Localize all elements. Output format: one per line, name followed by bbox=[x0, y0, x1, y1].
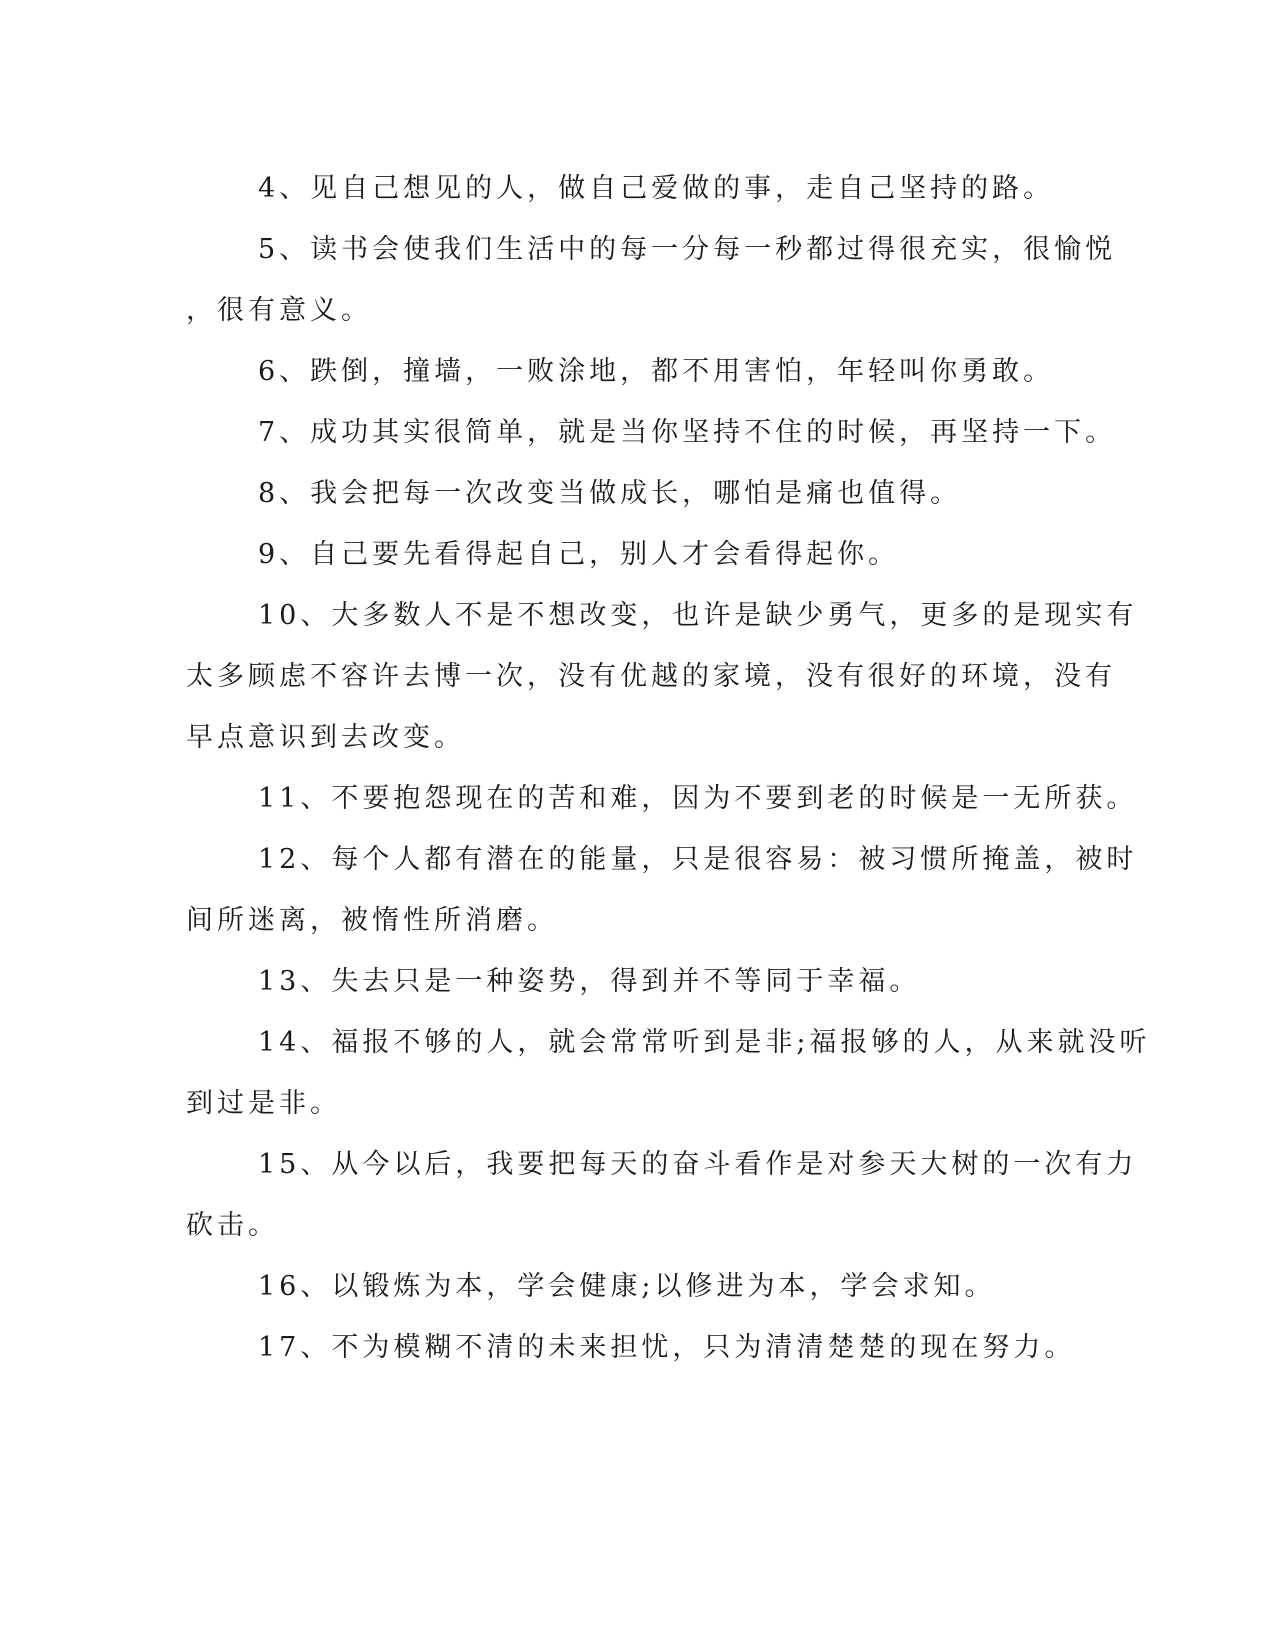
paragraph-line: 13、失去只是一种姿势，得到并不等同于幸福。 bbox=[258, 966, 921, 997]
paragraph-continuation-line: 早点意识到去改变。 bbox=[186, 722, 465, 753]
paragraph-line: 12、每个人都有潜在的能量，只是很容易：被习惯所掩盖，被时 bbox=[258, 844, 1138, 875]
paragraph-line: 5、读书会使我们生活中的每一分每一秒都过得很充实，很愉悦 bbox=[258, 234, 1117, 265]
paragraph-continuation-line: 砍击。 bbox=[186, 1210, 279, 1241]
paragraph-continuation-line: ，很有意义。 bbox=[186, 295, 372, 326]
paragraph-line: 6、跌倒，撞墙，一败涂地，都不用害怕，年轻叫你勇敢。 bbox=[258, 356, 1055, 387]
paragraph-line: 14、福报不够的人，就会常常听到是非;福报够的人，从来就没听 bbox=[258, 1027, 1151, 1058]
paragraph-continuation-line: 到过是非。 bbox=[186, 1088, 341, 1119]
paragraph-continuation-line: 间所迷离，被惰性所消磨。 bbox=[186, 905, 558, 936]
paragraph-line: 8、我会把每一次改变当做成长，哪怕是痛也值得。 bbox=[258, 478, 962, 509]
document-body bbox=[186, 158, 1151, 1378]
paragraph-line: 17、不为模糊不清的未来担忧，只为清清楚楚的现在努力。 bbox=[258, 1332, 1076, 1363]
paragraph-line: 7、成功其实很简单，就是当你坚持不住的时候，再坚持一下。 bbox=[258, 417, 1117, 448]
paragraph-line: 11、不要抱怨现在的苦和难，因为不要到老的时候是一无所获。 bbox=[258, 783, 1138, 814]
paragraph-line: 16、以锻炼为本，学会健康;以修进为本，学会求知。 bbox=[258, 1271, 996, 1302]
paragraph-continuation-line: 太多顾虑不容许去博一次，没有优越的家境，没有很好的环境，没有 bbox=[186, 661, 1116, 692]
paragraph-line: 9、自己要先看得起自己，别人才会看得起你。 bbox=[258, 539, 900, 570]
paragraph-line: 15、从今以后，我要把每天的奋斗看作是对参天大树的一次有力 bbox=[258, 1149, 1138, 1180]
paragraph-line: 10、大多数人不是不想改变，也许是缺少勇气，更多的是现实有 bbox=[258, 600, 1138, 631]
paragraph-line: 4、见自己想见的人，做自己爱做的事，走自己坚持的路。 bbox=[258, 173, 1055, 204]
